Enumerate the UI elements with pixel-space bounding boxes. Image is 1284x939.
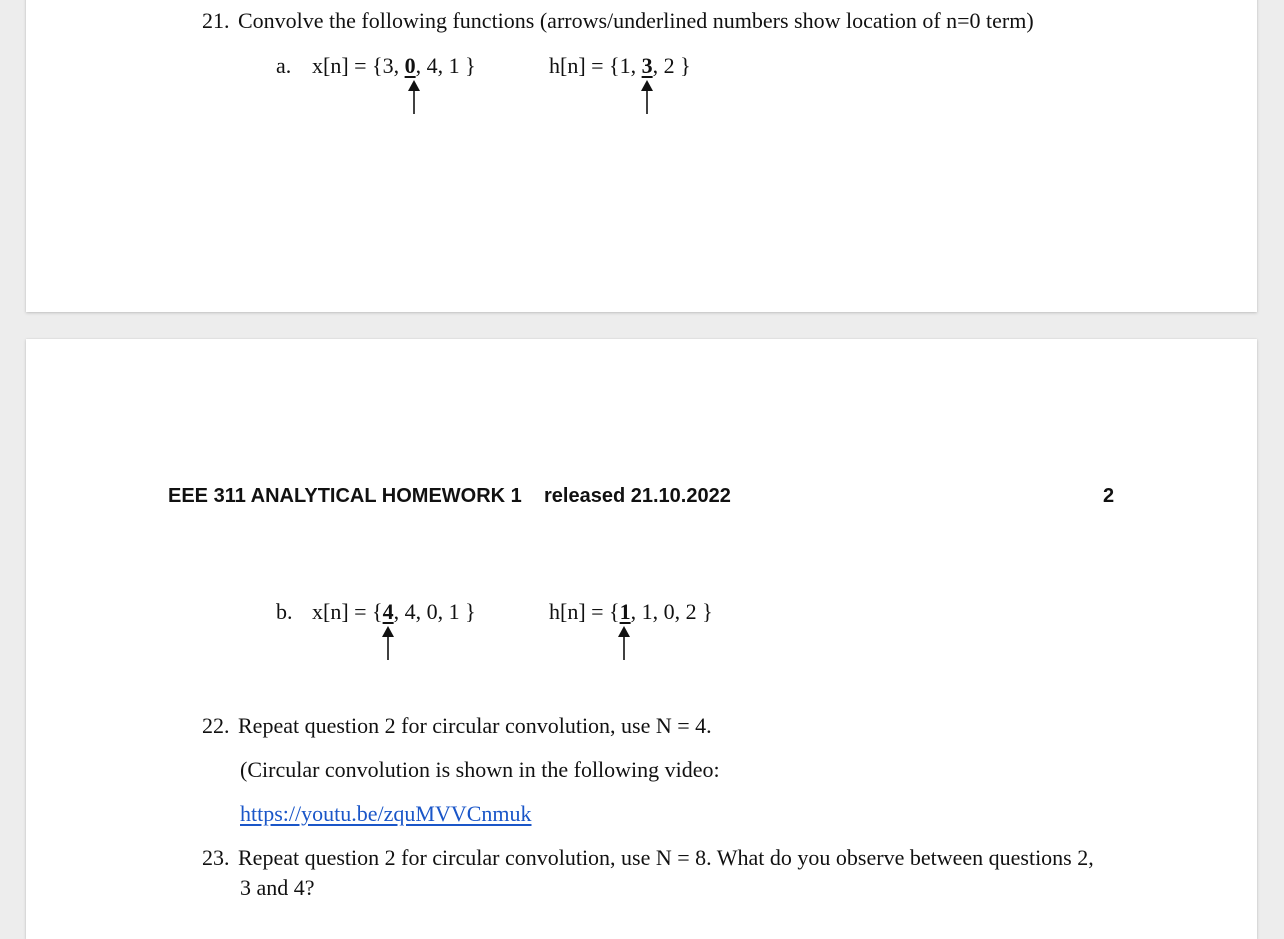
origin-arrow-icon: [381, 626, 395, 660]
h-sequence-suffix: , 2 }: [652, 53, 691, 78]
question-21-number: 21.: [202, 8, 230, 33]
header-course-title: EEE 311 ANALYTICAL HOMEWORK 1: [168, 485, 522, 507]
question-21b-x: [276, 598, 476, 626]
question-21-text: Convolve the following functions (arrows/underlined numbers show location of n=0 term): [238, 8, 1034, 33]
question-22-number: 22.: [202, 713, 230, 738]
origin-arrow-icon: [407, 80, 421, 114]
x-sequence-suffix: , 4, 1 }: [415, 53, 476, 78]
document-page-1: [26, 0, 1257, 312]
question-23-line-1: Repeat question 2 for circular convolution, use N = 8. What do you observe between questions 2,: [238, 845, 1094, 870]
question-22-text: Repeat question 2 for circular convolution, use N = 4.: [238, 713, 712, 738]
question-23-number: 23.: [202, 845, 230, 870]
h-sequence-prefix: h[n] = {1,: [549, 53, 642, 78]
question-23-line-2: 3 and 4?: [240, 875, 315, 900]
h-sequence-origin-value: 1: [619, 599, 631, 624]
question-21: [202, 7, 1034, 35]
video-link[interactable]: https://youtu.be/zquMVVCnmuk: [240, 801, 532, 826]
question-22: [202, 712, 712, 740]
question-21a-label: a.: [276, 53, 292, 78]
h-sequence-prefix: h[n] = {: [549, 599, 620, 624]
x-sequence-prefix: x[n] = {3,: [312, 53, 405, 78]
h-sequence-origin-value: 3: [641, 53, 653, 78]
x-sequence-prefix: x[n] = {: [312, 599, 383, 624]
question-21a-x: [276, 52, 476, 80]
header-release-date: released 21.10.2022: [544, 485, 731, 507]
x-sequence-origin-value: 0: [404, 53, 416, 78]
h-sequence-suffix: , 1, 0, 2 }: [630, 599, 713, 624]
question-22-note: (Circular convolution is shown in the following video:: [240, 757, 720, 782]
origin-arrow-icon: [617, 626, 631, 660]
origin-arrow-icon: [640, 80, 654, 114]
question-21a-h: [549, 52, 691, 80]
page-header: [168, 485, 731, 508]
x-sequence-origin-value: 4: [382, 599, 394, 624]
document-page-2: [26, 339, 1257, 939]
page-number: 2: [1103, 485, 1115, 507]
question-21b-label: b.: [276, 599, 293, 624]
question-23: [202, 844, 1094, 872]
x-sequence-suffix: , 4, 0, 1 }: [393, 599, 476, 624]
question-21b-h: [549, 598, 713, 626]
